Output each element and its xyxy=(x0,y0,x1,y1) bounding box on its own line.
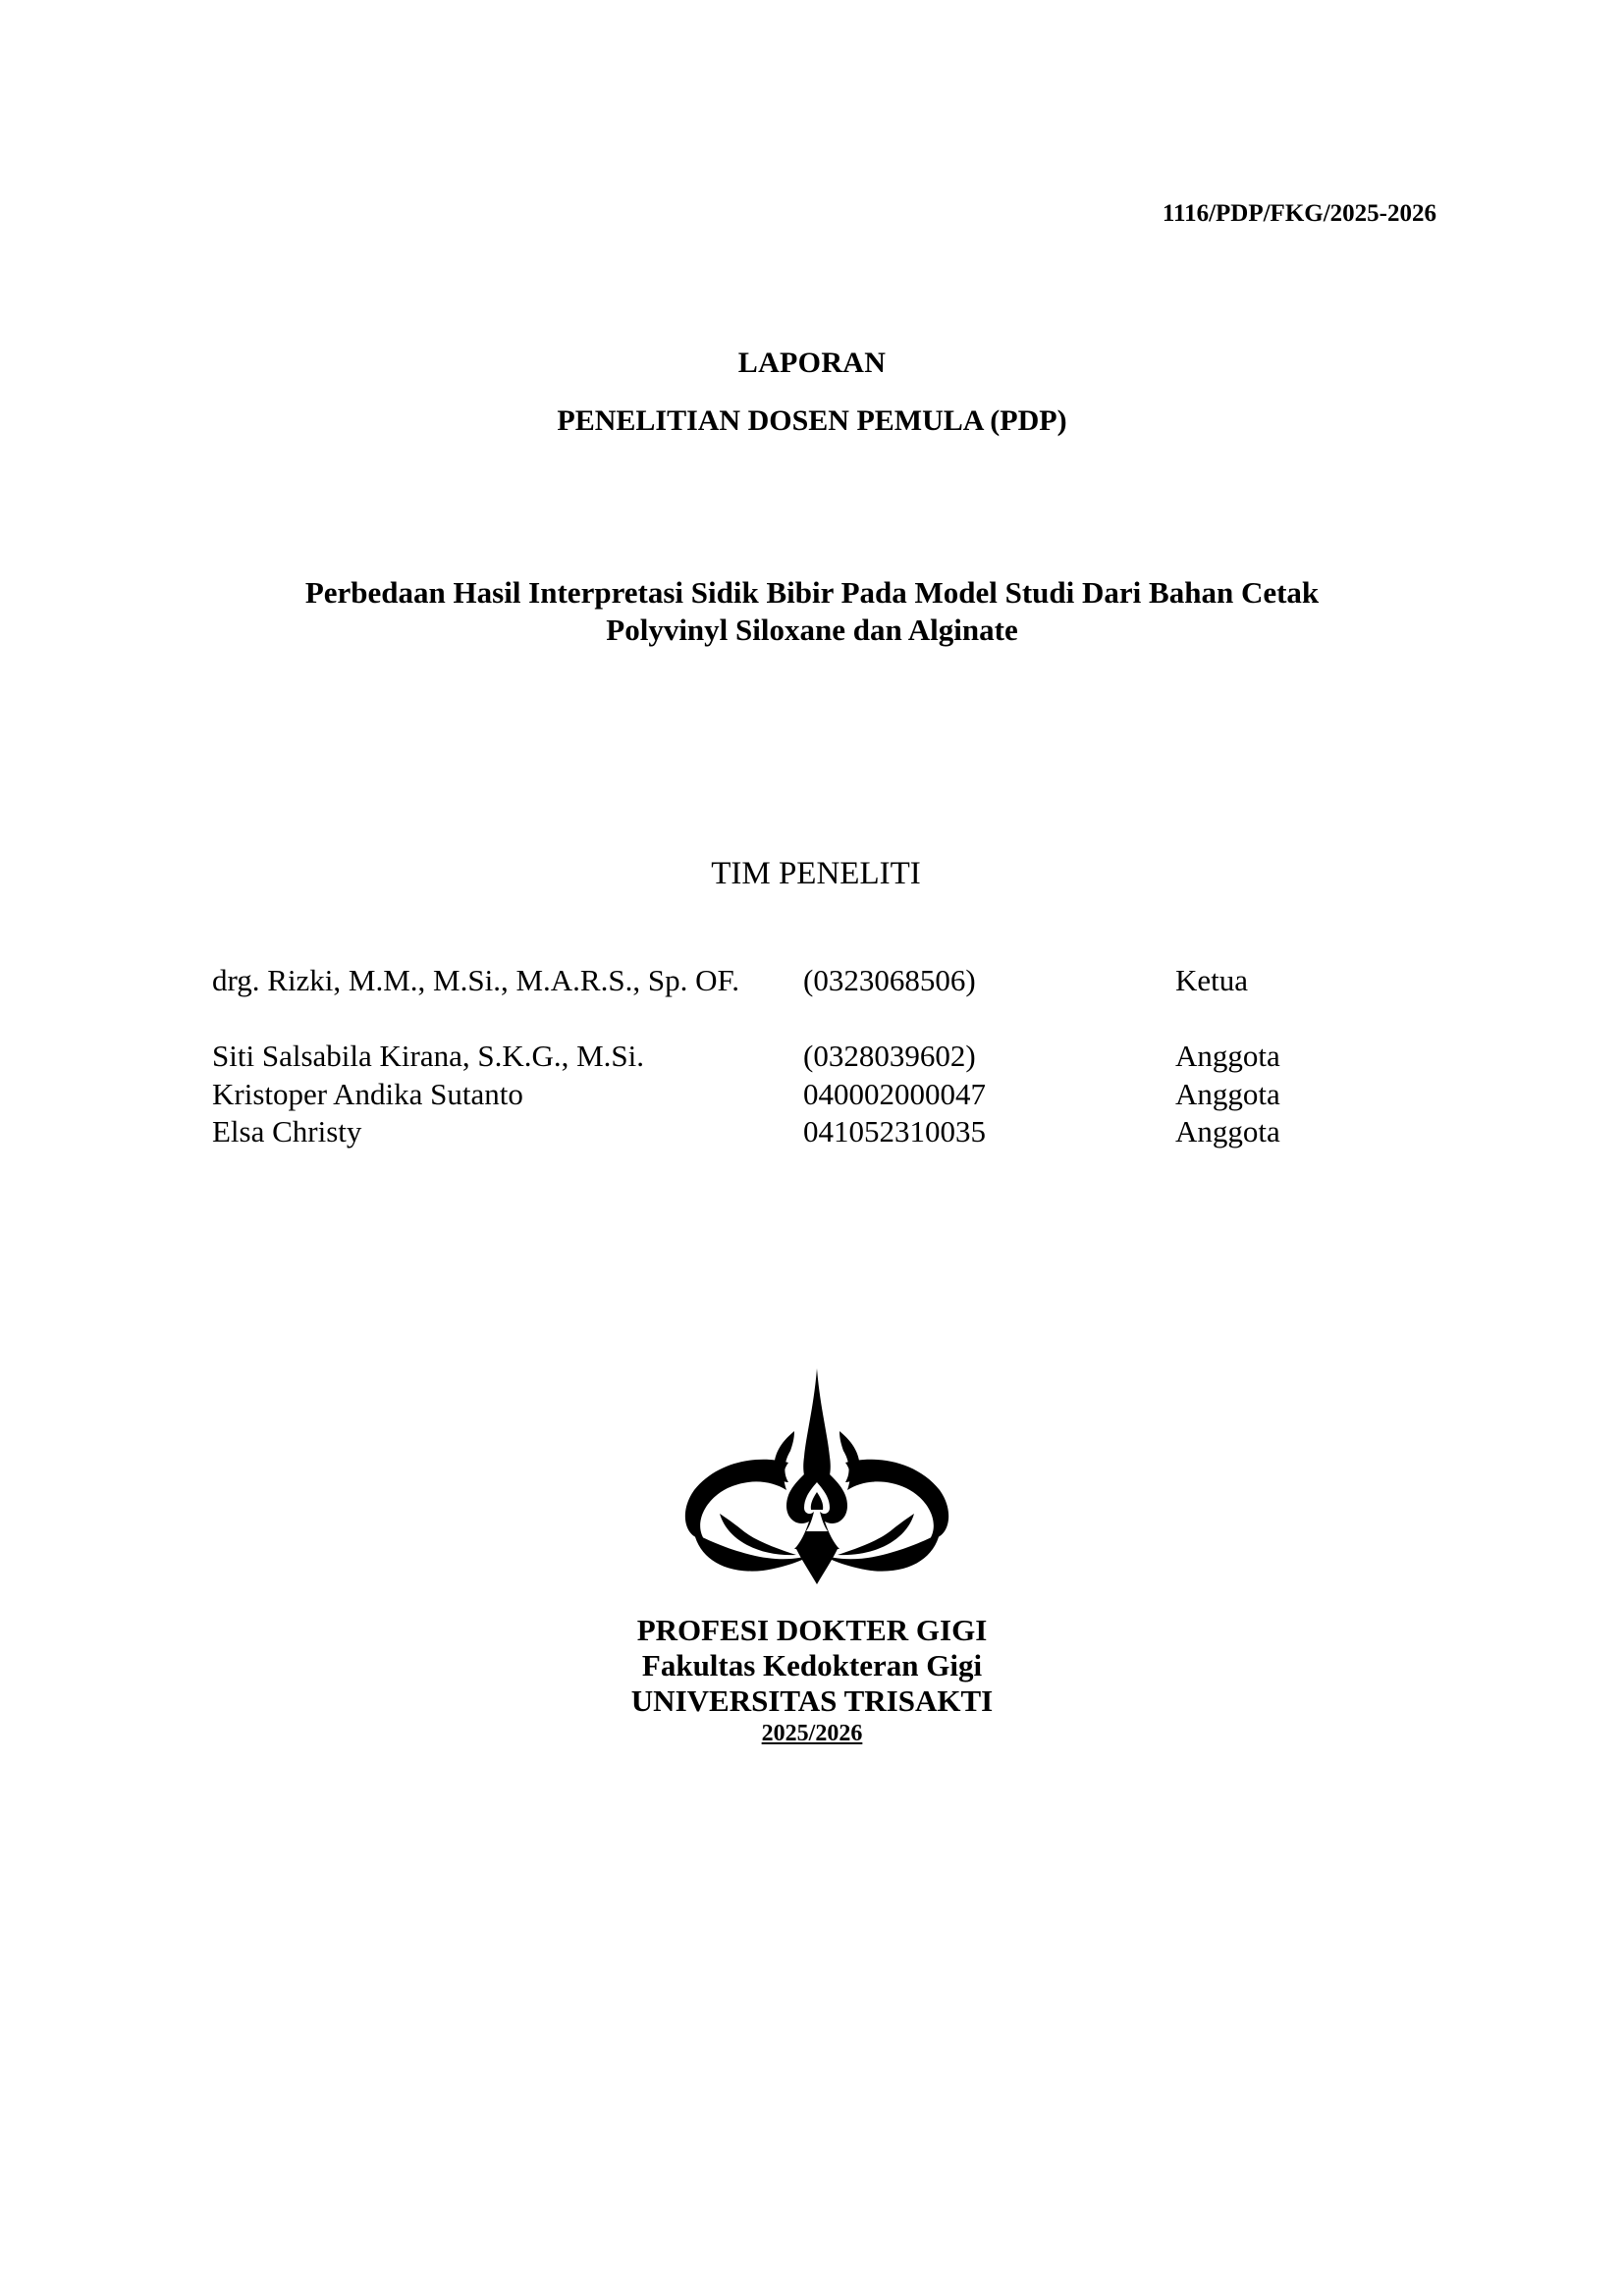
member-id: 041052310035 xyxy=(803,1114,986,1148)
member-id: (0323068506) xyxy=(803,963,976,997)
member-name: Siti Salsabila Kirana, S.K.G., M.Si. xyxy=(212,1039,645,1073)
member-name: Elsa Christy xyxy=(212,1114,362,1148)
footer-program: PROFESI DOKTER GIGI xyxy=(636,1613,988,1647)
research-title-line-2: Polyvinyl Siloxane dan Alginate xyxy=(606,613,1018,647)
university-trisakti-logo-icon xyxy=(680,1366,953,1585)
program-name: PENELITIAN DOSEN PEMULA (PDP) xyxy=(557,404,1067,437)
member-id: 040002000047 xyxy=(803,1076,986,1111)
research-title xyxy=(196,574,1428,649)
institution-footer xyxy=(0,1613,1624,1748)
member-role: Anggota xyxy=(1175,1076,1280,1111)
footer-faculty: Fakultas Kedokteran Gigi xyxy=(641,1648,983,1682)
member-id: (0328039602) xyxy=(803,1039,976,1073)
report-label: LAPORAN xyxy=(737,347,887,379)
member-role: Anggota xyxy=(1175,1114,1280,1148)
footer-year: 2025/2026 xyxy=(761,1721,863,1746)
member-name: drg. Rizki, M.M., M.Si., M.A.R.S., Sp. OF. xyxy=(212,963,739,997)
team-heading: TIM PENELITI xyxy=(711,856,921,891)
footer-university: UNIVERSITAS TRISAKTI xyxy=(630,1683,994,1718)
document-number: 1116/PDP/FKG/2025-2026 xyxy=(1162,200,1436,227)
research-title-line-1: Perbedaan Hasil Interpretasi Sidik Bibir Pada Model Studi Dari Bahan Cetak xyxy=(304,575,1320,610)
member-role: Anggota xyxy=(1175,1039,1280,1073)
member-name: Kristoper Andika Sutanto xyxy=(212,1076,523,1111)
member-role: Ketua xyxy=(1175,963,1249,997)
